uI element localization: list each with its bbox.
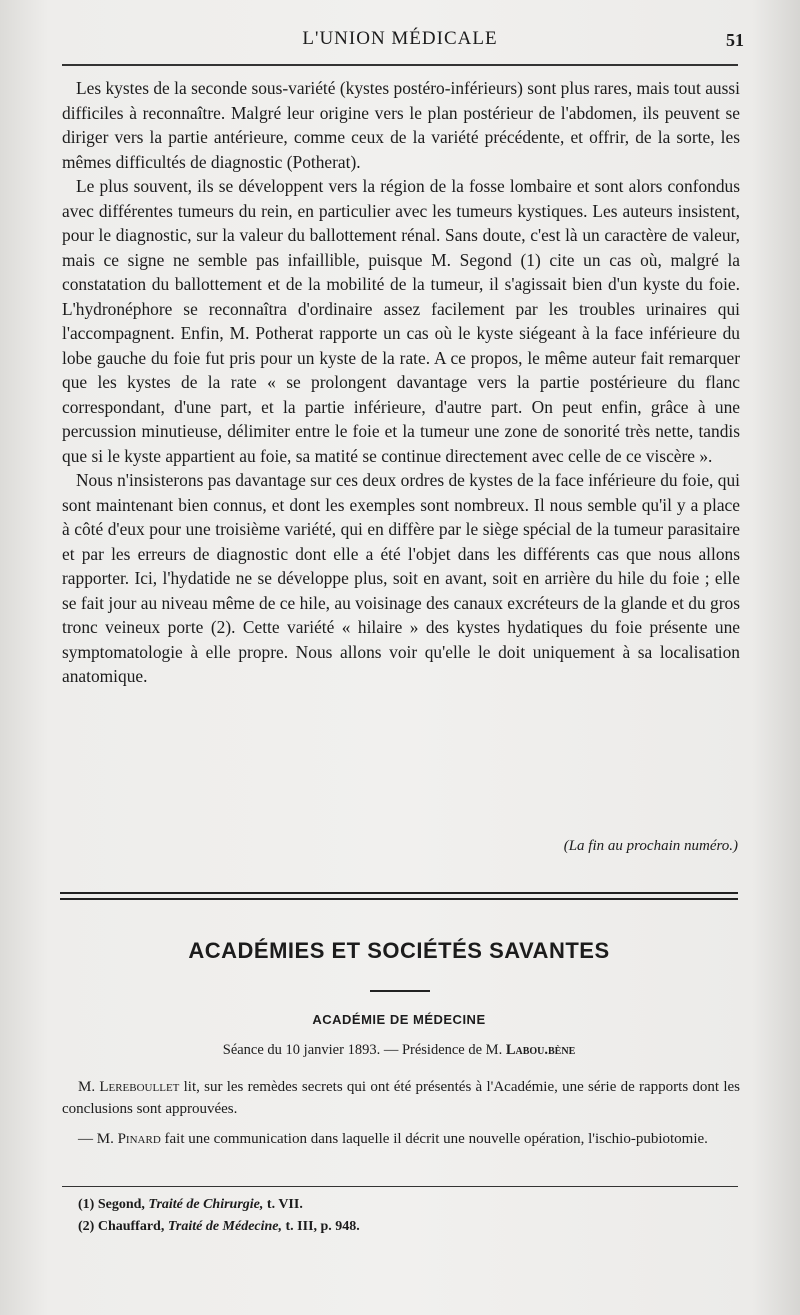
paragraph: Les kystes de la seconde sous-variété (kystes postéro-inférieurs) sont plus rares, mais tout aussi difficiles à reconnaître. Malgré leur origine vers le plan postérieur de l'abdomen, ils peuvent se diriger vers la partie antérieure, comme ceux de la variété précédente, et offrir, de la sorte, les mêmes difficultés de diagnostic (Potherat).: [62, 78, 740, 172]
minute-entry: [62, 1128, 740, 1150]
session-president: Labou.bène: [505, 1042, 576, 1058]
minute-text: fait une communication dans laquelle il décrit une nouvelle opération, l'ischio-pubiotomie.: [160, 1131, 708, 1147]
page-number: 51: [726, 30, 744, 50]
section-divider: [370, 990, 430, 992]
section-rule-lower: [60, 898, 738, 900]
paragraph: Nous n'insisterons pas davantage sur ces deux ordres de kystes de la face inférieure du foie, qui sont maintenant bien connus, et dont les exemples sont nombreux. Il nous semble qu'il y a place à côté d'eux pour une troisième variété, qui en diffère par le siège spécial de la tumeur parasitaire et par les erreurs de diagnostic dont elle a été l'objet dans les différents cas que nous allons rapporter. Ici, l'hydatide ne se développe plus, soit en avant, soit en arrière du hile du foie ; elle se fait jour au niveau même de ce hile, au voisinage des canaux excréteurs de la glande et du gros tronc veineux porte (2). Cette variété « hilaire » des kystes hydatiques du foie présente une symptomatologie à elle propre. Nous allons voir qu'elle le doit uniquement à sa localisation anatomique.: [62, 470, 740, 686]
paragraph: Le plus souvent, ils se développent vers la région de la fosse lombaire et sont alors confondus avec différentes tumeurs du rein, en particulier avec les tumeurs kystiques. Les auteurs insistent, pour le diagnostic, sur la valeur du ballottement rénal. Sans doute, c'est là un caractère de valeur, mais ce signe ne semble pas infaillible, puisque M. Segond (1) cite un cas où, malgré la constatation du ballottement et de la mobilité de la tumeur, il s'agissait bien d'un kyste du foie. L'hydronéphore se reconnaîtra d'ordinaire assez facilement par les troubles urinaires qui l'accompagnent. Enfin, M. Potherat rapporte un cas où le kyste siégeant à la face inférieure du lobe gauche du foie fut pris pour un kyste de la rate. A ce propos, le même auteur fait remarquer que les kystes de la rate « se prolongent davantage vers la partie postérieure du flanc correspondant, d'une part, et la partie inférieure, d'autre part. On peut enfin, grâce à une percussion minutieuse, délimiter entre le foie et la tumeur une zone de sonorité très nette, tandis que si le kyste appartient au foie, sa matité se continue directement avec celle de ce viscère ».: [62, 176, 740, 466]
article-body: [62, 76, 740, 689]
section-title: ACADÉMIES ET SOCIÉTÉS SAVANTES: [188, 938, 610, 963]
session-date: Séance du 10 janvier 1893. — Présidence de M.: [222, 1042, 503, 1058]
footnote-marker: (1): [78, 1197, 95, 1212]
footnote-marker: (2): [78, 1219, 95, 1234]
running-head: [60, 28, 744, 56]
footnote-ref: t. VII.: [266, 1197, 303, 1212]
footnote-ref: t. III, p. 948.: [285, 1219, 360, 1234]
footnote: [78, 1216, 738, 1238]
subsection-title: ACADÉMIE DE MÉDECINE: [312, 1012, 486, 1027]
journal-title: L'UNION MÉDICALE: [302, 28, 498, 49]
footnote-rule: [62, 1186, 738, 1187]
footnote-work: Traité de Chirurgie,: [148, 1197, 264, 1212]
footnote-author: Segond,: [97, 1197, 145, 1212]
footnote: [78, 1194, 738, 1216]
speaker-name: — M. Pinard: [78, 1131, 161, 1147]
session-line: [60, 1042, 738, 1059]
minute-text: lit, sur les remèdes secrets qui ont été présentés à l'Académie, une série de rapports dont les conclusions sont approuvées.: [62, 1079, 740, 1117]
speaker-name: M. Lereboullet: [78, 1079, 180, 1095]
header-rule: [62, 64, 738, 66]
session-minutes: [62, 1076, 740, 1158]
footnotes: [78, 1194, 738, 1238]
section-rule-upper: [60, 892, 738, 894]
minute-entry: [62, 1076, 740, 1120]
continued-note: (La fin au prochain numéro.): [563, 838, 738, 854]
footnote-work: Traité de Médecine,: [167, 1219, 283, 1234]
footnote-author: Chauffard,: [97, 1219, 165, 1234]
